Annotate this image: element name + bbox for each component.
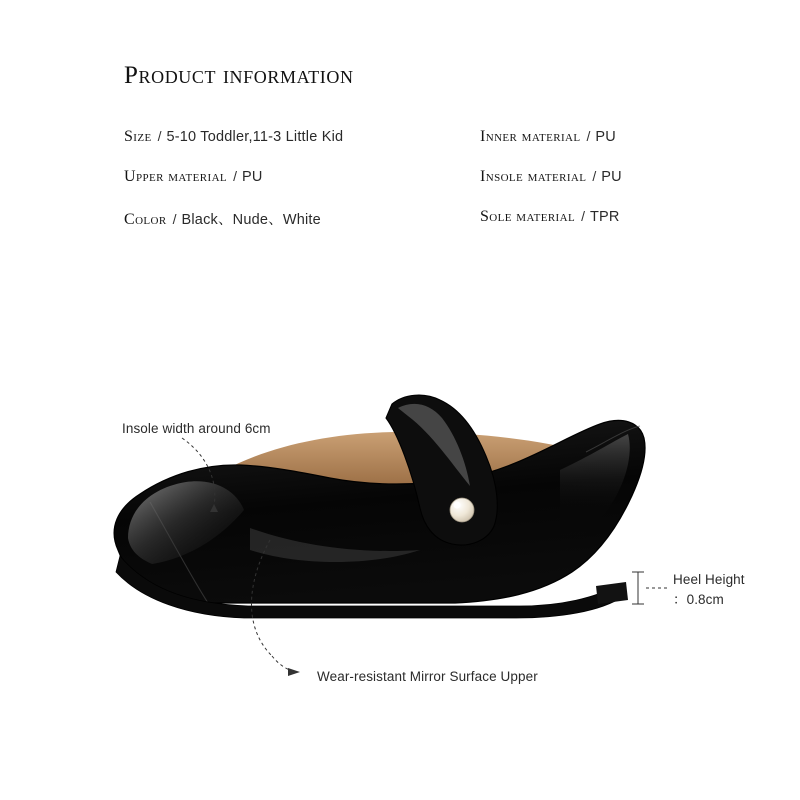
callout-insole-width: Insole width around 6cm: [122, 421, 271, 436]
heel-lift: [596, 582, 628, 604]
callout-heel-height: [673, 570, 783, 610]
spec-label: Color: [124, 211, 167, 228]
spec-value: PU: [601, 169, 622, 185]
spec-separator: /: [581, 208, 585, 224]
spec-value: PU: [595, 129, 616, 145]
callout-heel-height-line1: Heel Height: [673, 572, 745, 587]
callout-heel-height-line2: ：0.8cm: [673, 592, 724, 607]
spec-separator: /: [172, 211, 177, 227]
spec-label: Size: [124, 128, 152, 145]
spec-row: [124, 168, 343, 208]
spec-separator: /: [157, 128, 162, 144]
spec-label: Inner material: [480, 128, 581, 145]
spec-separator: /: [586, 128, 591, 144]
spec-value: Black、Nude、White: [181, 212, 321, 228]
spec-row: [124, 208, 343, 248]
spec-label: Upper material: [124, 168, 228, 185]
spec-separator: /: [592, 168, 597, 184]
spec-row: [480, 208, 622, 248]
spec-value: 5-10 Toddler,11-3 Little Kid: [166, 129, 344, 145]
spec-row: [124, 128, 343, 168]
callout-upper-surface: Wear-resistant Mirror Surface Upper: [317, 669, 538, 684]
spec-label: Sole material: [480, 208, 576, 225]
page-title: Product information: [124, 62, 354, 89]
spec-column-right: [480, 128, 622, 248]
spec-value: TPR: [589, 209, 620, 225]
spec-separator: /: [233, 168, 237, 184]
spec-value: PU: [241, 169, 263, 185]
spec-label: Insole material: [480, 168, 587, 185]
spec-row: [480, 168, 622, 208]
spec-column-left: [124, 128, 343, 248]
pearl-button: [450, 498, 474, 522]
spec-row: [480, 128, 622, 168]
pearl-highlight: [453, 501, 460, 508]
